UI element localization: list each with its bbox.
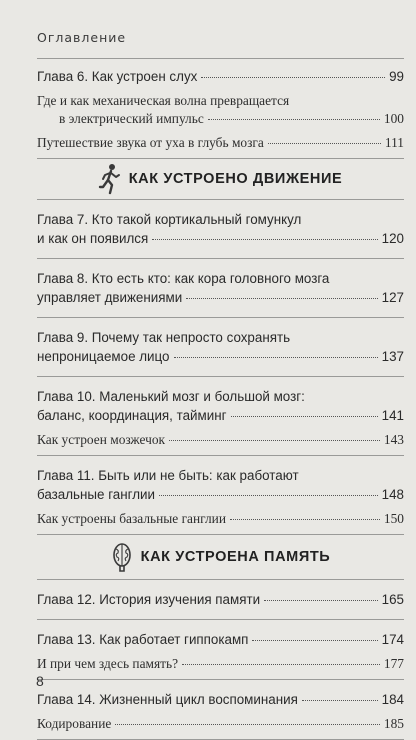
page-number: 148 [381, 487, 404, 502]
toc-entry-chapter-13[interactable] [37, 630, 404, 649]
page-number: 165 [381, 592, 404, 607]
leader-dots [231, 416, 378, 417]
divider [37, 58, 404, 59]
leader-dots [115, 724, 380, 725]
section-heading-memory [37, 535, 404, 579]
section-heading-movement [37, 159, 404, 199]
page-number: 174 [381, 632, 404, 647]
toc-entry-chapter-14[interactable] [37, 690, 404, 709]
page-number: 141 [381, 408, 404, 423]
section-title: КАК УСТРОЕНО ДВИЖЕНИЕ [128, 171, 343, 187]
page-number: 111 [384, 135, 404, 150]
entry-title-line-1: Глава 9. Почему так непросто сохранять [37, 330, 291, 345]
section-title: КАК УСТРОЕНА ПАМЯТЬ [140, 549, 331, 565]
entry-title: Глава 13. Как работает гиппокамп [37, 632, 249, 647]
entry-title-line-1: Глава 10. Маленький мозг и большой мозг: [37, 389, 305, 404]
entry-title: Кодирование [37, 716, 112, 731]
entry-title: Как устроен мозжечок [37, 432, 166, 447]
entry-title-line-2: и как он появился [37, 231, 149, 246]
leader-dots [230, 519, 380, 520]
leader-dots [208, 119, 380, 120]
running-head: Оглавление [37, 30, 127, 45]
leader-dots [159, 495, 378, 496]
toc-entry-subsection[interactable] [37, 134, 404, 152]
toc-entry-subsection[interactable] [37, 715, 404, 733]
leader-dots [169, 440, 380, 441]
leader-dots [252, 640, 377, 641]
page-number-folio: 8 [36, 673, 44, 689]
page-number: 143 [383, 432, 404, 447]
entry-title-line-1: Глава 7. Кто такой кортикальный гомункул [37, 212, 302, 227]
toc-entry-chapter-10[interactable] [37, 387, 404, 425]
entry-title: Глава 14. Жизненный цикл воспоминания [37, 692, 298, 707]
page-number: 177 [383, 656, 404, 671]
toc-entry-chapter-11[interactable] [37, 466, 404, 504]
leader-dots [174, 357, 378, 358]
page-number: 150 [383, 511, 404, 526]
entry-title-line-2: в электрический импульс [59, 111, 204, 126]
toc-entry-subsection[interactable] [37, 510, 404, 528]
running-person-icon [99, 163, 121, 195]
toc-entry-subsection[interactable] [37, 92, 404, 128]
brain-icon [111, 541, 133, 573]
page-number: 99 [389, 69, 404, 84]
page-number: 184 [381, 692, 404, 707]
entry-title: Глава 12. История изучения памяти [37, 592, 261, 607]
entry-title: Путешествие звука от уха в глубь мозга [37, 135, 264, 150]
entry-title-line-1: Глава 8. Кто есть кто: как кора головного мозга [37, 271, 330, 286]
entry-title: Глава 6. Как устроен слух [37, 69, 198, 84]
toc-entry-chapter-7[interactable] [37, 210, 404, 248]
leader-dots [201, 77, 385, 78]
leader-dots [186, 298, 377, 299]
toc-entry-chapter-9[interactable] [37, 328, 404, 366]
entry-title: И при чем здесь память? [37, 656, 179, 671]
table-of-contents [37, 58, 404, 740]
page-number: 100 [383, 111, 404, 126]
leader-dots [182, 664, 380, 665]
entry-title-line-2: управляет движениями [37, 290, 183, 305]
toc-entry-subsection[interactable] [37, 431, 404, 449]
entry-title-line-2: баланс, координация, тайминг [37, 408, 227, 423]
toc-entry-chapter-8[interactable] [37, 269, 404, 307]
page-number: 127 [381, 290, 404, 305]
toc-entry-subsection[interactable] [37, 655, 404, 673]
leader-dots [302, 700, 378, 701]
entry-title-line-1: Где и как механическая волна превращается [37, 93, 290, 108]
page-number: 120 [381, 231, 404, 246]
page-number: 137 [381, 349, 404, 364]
leader-dots [264, 600, 378, 601]
leader-dots [152, 239, 377, 240]
toc-entry-chapter-6[interactable] [37, 67, 404, 86]
entry-title: Как устроены базальные ганглии [37, 511, 226, 526]
page-number: 185 [383, 716, 404, 731]
leader-dots [268, 143, 381, 144]
entry-title-line-2: непроницаемое лицо [37, 349, 170, 364]
entry-title-line-1: Глава 11. Быть или не быть: как работают [37, 468, 299, 483]
entry-title-line-2: базальные ганглии [37, 487, 156, 502]
toc-entry-chapter-12[interactable] [37, 590, 404, 609]
